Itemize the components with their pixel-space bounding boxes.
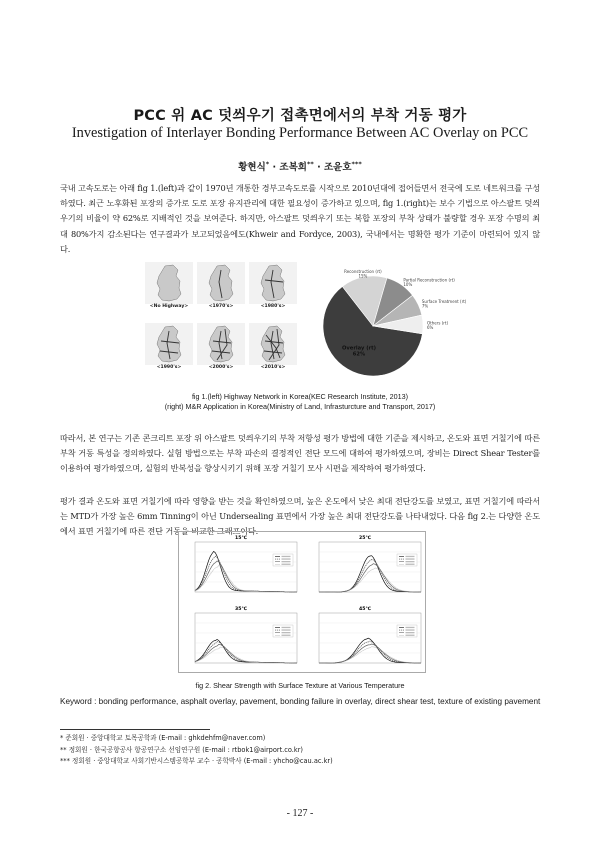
map-label: <2000's>	[208, 365, 234, 370]
shear-curve	[319, 568, 421, 592]
shear-curve	[319, 647, 421, 663]
legend-entry-blur	[406, 632, 415, 633]
figure-1-caption-line-2: (right) M&R Application in Korea(Ministry of Land, Infrasturcture and Transport, 2017)	[164, 402, 436, 411]
map-label: <1990's>	[156, 365, 182, 370]
shear-curve	[319, 641, 421, 663]
highway-map-1	[197, 262, 245, 312]
footnote-1: * 준회원 · 중앙대학교 토목공학과 (E-mail : ghkdehfm@naver.com)	[60, 734, 266, 742]
figure-2	[178, 531, 426, 673]
pie-svg	[303, 264, 467, 382]
body-paragraph-3: 평가 결과 온도와 표면 거칠기에 따라 영향을 받는 것을 확인하였으며, 높은 온도에서 낮은 최대 전단강도를 보였고, 표면 거칠기에 따라서는 MTD가 가장 높은 6mm Tinning이 아닌 Undersealing 표면에서 가장 높은 최대 전단강도를 나타내었다. 다음 fig 2.는 다양한 온도에서 표면 거칠기에 따른 전단 거동을 비교한 그래프이다.	[60, 496, 540, 537]
pie-slice-percent: 62%	[352, 351, 366, 358]
author-separator: ·	[317, 162, 321, 173]
author-2: 조복희	[279, 162, 307, 173]
pie-slice-label: Others (rt)	[427, 320, 449, 326]
shear-curve	[195, 642, 297, 663]
highway-map-3	[145, 323, 193, 373]
shear-panel-1	[303, 532, 427, 603]
author-list	[0, 159, 600, 173]
plot-frame	[319, 613, 421, 663]
panel-svg	[303, 603, 427, 674]
map-svg	[249, 262, 297, 304]
footnote-2: ** 정회원 · 한국공항공사 항공연구소 선임연구원 (E-mail : rtbok1@airport.co.kr)	[60, 745, 304, 754]
plot-frame	[195, 613, 297, 663]
author-3-mark: ***	[351, 159, 362, 168]
map-label: <1980's>	[260, 304, 286, 309]
legend-entry-blur	[406, 556, 415, 557]
shear-panel-2	[179, 603, 303, 674]
figure-1-caption-line-1: fig 1.(left) Highway Network in Korea(KEC Research Institute, 2013)	[191, 392, 409, 401]
pie-slice-label: Reconstruction (rt)	[344, 269, 382, 274]
legend-entry-blur	[406, 635, 415, 636]
highway-map-4	[197, 323, 245, 373]
shear-panel-0	[179, 532, 303, 603]
ma-r-pie-chart	[303, 264, 467, 382]
legend-entry-blur	[406, 627, 415, 628]
footnote-divider	[60, 729, 210, 730]
legend-entry-blur	[282, 561, 291, 562]
highway-map-0	[145, 262, 193, 312]
author-1-mark: *	[265, 159, 270, 168]
shear-curve	[319, 564, 421, 592]
highway-map-5	[249, 323, 297, 373]
legend-entry-blur	[282, 629, 291, 630]
pie-slice-label: Surface Treatment (rt)	[421, 299, 467, 304]
footnotes	[60, 733, 540, 768]
shear-curve	[195, 644, 297, 663]
map-label: <1970's>	[208, 304, 234, 309]
legend-entry-blur	[282, 632, 291, 633]
pie-slice-percent: 15%	[358, 273, 368, 279]
pie-slice-label: Partial Reconstruction (rt)	[403, 277, 455, 283]
author-3: 조윤호	[324, 162, 352, 173]
legend-entry-blur	[282, 556, 291, 557]
map-svg	[145, 323, 193, 365]
map-label: <No Highway>	[149, 304, 189, 309]
panel-title: 15℃	[235, 536, 247, 541]
body-paragraph-1: 국내 고속도로는 아래 fig 1.(left)과 같이 1970년 개통한 경부고속도로를 시작으로 2010년대에 접어들면서 전국에 도로 네트워크를 구성하였다. 최근 노후화된 포장의 증가로 도로 포장 유지관리에 대한 필요성이 증가하고 있으며, fig 1.(right)는 보수 기법으로 아스팔트 덧씌우기의 비율이 약 62%로 지배적인 것을 보여준다. 하지만, 아스팔트 덧씌우기 또는 복합 포장의 부착 상태가 불량할 경우 포장 수명의 최대 80%가지 감소된다는 연구결과가 보고되었음에도(Khweir and Fordyce, 2003), 국내에서는 명확한 평가 기준이 마련되어 있지 않다.	[60, 183, 540, 254]
figure-1	[145, 262, 467, 384]
paper-title-korean: PCC 위 AC 덧씌우기 접촉면에서의 부착 거동 평가	[133, 108, 467, 124]
keyword-line: Keyword : bonding performance, asphalt overlay, pavement, bonding failure in overlay, direct shear test, texture of existing pavement	[60, 697, 541, 706]
panel-title: 45℃	[359, 607, 371, 612]
legend-entry-blur	[282, 627, 291, 628]
legend-entry-blur	[406, 629, 415, 630]
author-1: 황현식	[238, 162, 266, 173]
author-2-mark: **	[306, 159, 314, 168]
legend-entry-blur	[406, 564, 415, 565]
paper-title-english: Investigation of Interlayer Bonding Performance Between AC Overlay on PCC	[71, 125, 529, 141]
legend-entry-blur	[282, 635, 291, 636]
figure-1-caption	[0, 392, 600, 412]
plot-frame	[195, 542, 297, 592]
pie-slice-percent: 6%	[427, 324, 434, 330]
pie-slice-label: Overlay (rt)	[342, 345, 376, 352]
page-number: - 127 -	[286, 808, 314, 819]
highway-map-2	[249, 262, 297, 312]
shear-curve	[319, 638, 421, 663]
panel-svg	[179, 532, 303, 603]
panel-title: 25℃	[359, 536, 371, 541]
plot-frame	[319, 542, 421, 592]
panel-title: 35℃	[235, 607, 247, 612]
map-svg	[249, 323, 297, 365]
pie-slice-percent: 7%	[421, 303, 429, 309]
body-paragraph-2: 따라서, 본 연구는 기존 콘크리트 포장 위 아스팔트 덧씌우기의 부착 저항성 평가 방법에 대한 기준을 제시하고, 온도와 표면 거칠기에 따른 부착 거동 특성을 정의하였다. 실험 방법으로는 부착 파손의 결정적인 전단 모드에 대하여 평가하였으며, 장비는 Direct Shear Tester를 이용하여 평가하였으며, 실험의 반복성을 향상시키기 위해 포장 거칠기 모사 시편을 제작하여 평가하였다.	[60, 433, 540, 474]
legend-entry-blur	[282, 558, 291, 559]
figure-2-caption: fig 2. Shear Strength with Surface Texture at Various Temperature	[195, 681, 405, 690]
legend-entry-blur	[406, 561, 415, 562]
author-separator: ·	[272, 162, 277, 173]
map-svg	[197, 262, 245, 304]
map-label: <2010's>	[260, 365, 286, 370]
map-svg	[145, 262, 193, 304]
shear-curve	[319, 644, 421, 663]
footnote-3: *** 정회원 · 중앙대학교 사회기반시스템공학부 교수 · 공학박사 (E-mail : yhcho@cau.ac.kr)	[60, 757, 333, 765]
legend-entry-blur	[282, 564, 291, 565]
panel-svg	[179, 603, 303, 674]
shear-curve	[195, 647, 297, 663]
legend-entry-blur	[406, 558, 415, 559]
pie-slice-percent: 10%	[403, 281, 413, 287]
map-svg	[197, 323, 245, 365]
panel-svg	[303, 532, 427, 603]
shear-panel-3	[303, 603, 427, 674]
